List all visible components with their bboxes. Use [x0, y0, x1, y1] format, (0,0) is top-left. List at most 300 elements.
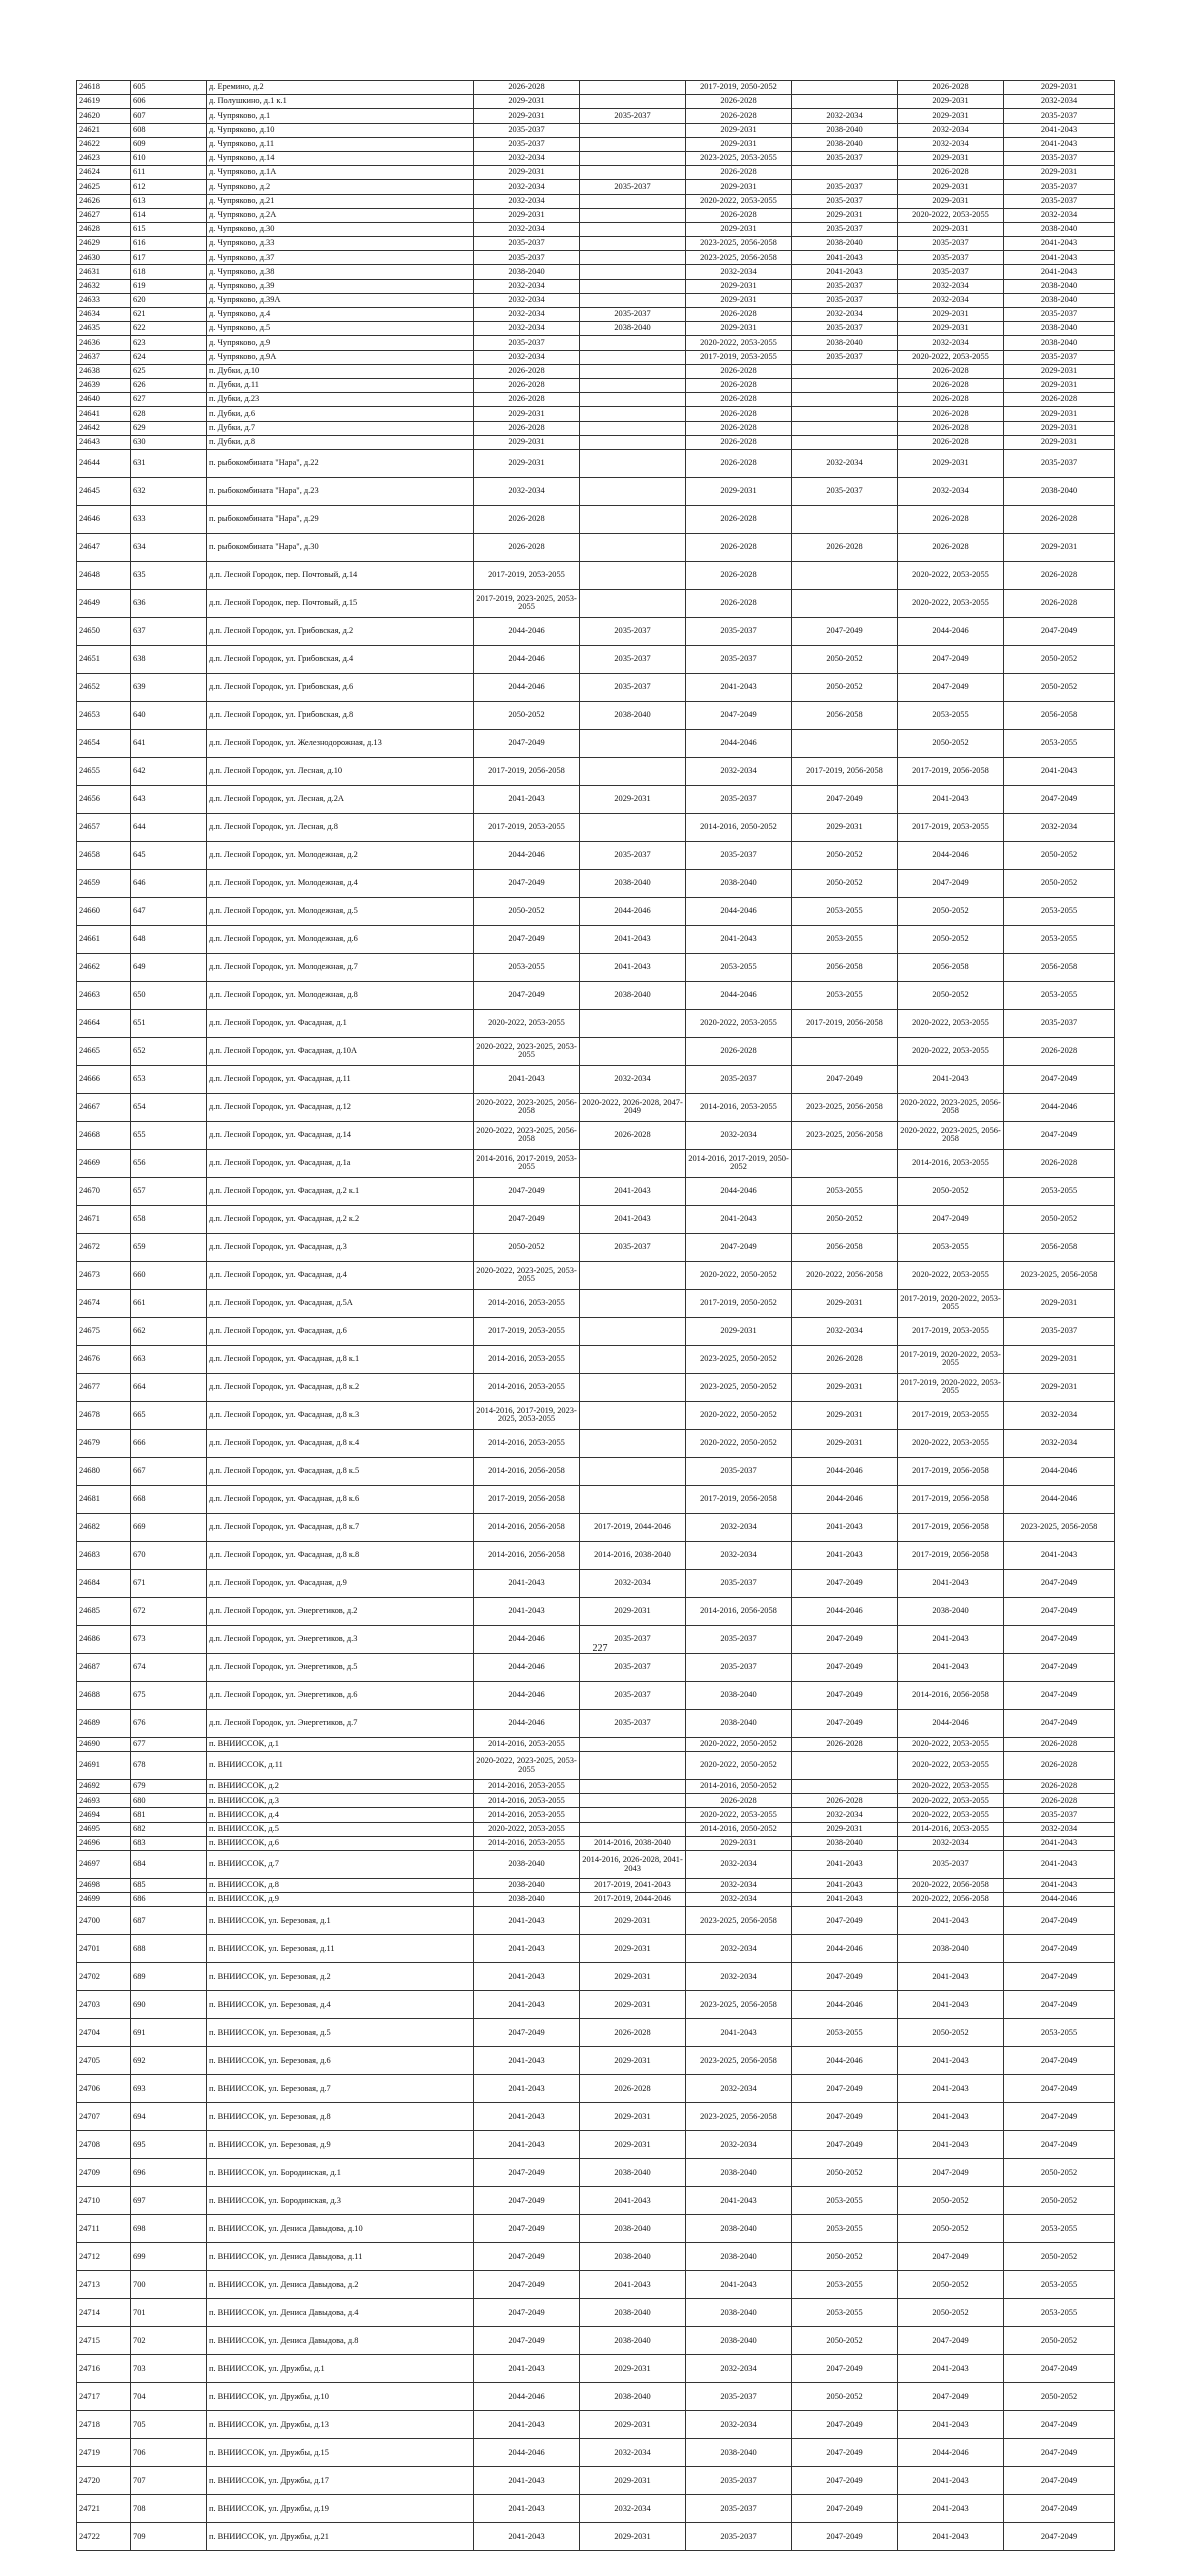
period-5-cell: 2050-2052 [898, 897, 1004, 925]
period-5-cell: 2044-2046 [898, 841, 1004, 869]
period-3-cell: 2026-2028 [686, 407, 792, 421]
period-4-cell: 2035-2037 [792, 151, 898, 165]
period-5-cell: 2053-2055 [898, 1233, 1004, 1261]
period-6-cell: 2035-2037 [1004, 350, 1115, 364]
period-2-cell: 2029-2031 [580, 1597, 686, 1625]
item-number-cell: 670 [131, 1541, 207, 1569]
period-2-cell [580, 449, 686, 477]
period-3-cell: 2032-2034 [686, 1541, 792, 1569]
period-2-cell: 2035-2037 [580, 1625, 686, 1653]
period-3-cell: 2029-2031 [686, 222, 792, 236]
period-2-cell [580, 1149, 686, 1177]
item-number-cell: 669 [131, 1513, 207, 1541]
table-row [77, 1513, 1115, 1541]
table-row [77, 1752, 1115, 1780]
period-3-cell: 2032-2034 [686, 1121, 792, 1149]
row-number-cell: 24677 [77, 1373, 131, 1401]
address-cell: д. Чупряково, д.21 [207, 194, 474, 208]
period-5-cell: 2041-2043 [898, 1907, 1004, 1935]
period-5-cell: 2041-2043 [898, 2411, 1004, 2439]
address-cell: д.п. Лесной Городок, ул. Фасадная, д.11 [207, 1065, 474, 1093]
period-6-cell: 2053-2055 [1004, 2215, 1115, 2243]
table-row [77, 95, 1115, 109]
table-row [77, 364, 1115, 378]
period-3-cell: 2032-2034 [686, 2355, 792, 2383]
period-4-cell: 2047-2049 [792, 2439, 898, 2467]
period-1-cell: 2014-2016, 2053-2055 [474, 1345, 580, 1373]
row-number-cell: 24722 [77, 2523, 131, 2551]
period-1-cell: 2038-2040 [474, 1893, 580, 1907]
period-6-cell: 2050-2052 [1004, 2243, 1115, 2271]
period-2-cell: 2029-2031 [580, 1963, 686, 1991]
period-4-cell: 2038-2040 [792, 336, 898, 350]
item-number-cell: 606 [131, 95, 207, 109]
period-1-cell: 2029-2031 [474, 95, 580, 109]
table-row [77, 378, 1115, 392]
period-4-cell: 2047-2049 [792, 2411, 898, 2439]
period-1-cell: 2029-2031 [474, 208, 580, 222]
item-number-cell: 658 [131, 1205, 207, 1233]
item-number-cell: 629 [131, 421, 207, 435]
period-5-cell: 2026-2028 [898, 407, 1004, 421]
table-row [77, 673, 1115, 701]
table-row [77, 869, 1115, 897]
row-number-cell: 24632 [77, 279, 131, 293]
period-4-cell: 2017-2019, 2056-2058 [792, 1009, 898, 1037]
period-6-cell: 2041-2043 [1004, 1836, 1115, 1850]
row-number-cell: 24628 [77, 222, 131, 236]
period-5-cell: 2041-2043 [898, 1653, 1004, 1681]
period-3-cell: 2041-2043 [686, 2019, 792, 2047]
period-5-cell: 2050-2052 [898, 729, 1004, 757]
period-4-cell: 2047-2049 [792, 2467, 898, 2495]
table-row [77, 109, 1115, 123]
period-2-cell [580, 364, 686, 378]
row-number-cell: 24649 [77, 589, 131, 617]
table-row [77, 1457, 1115, 1485]
row-number-cell: 24713 [77, 2271, 131, 2299]
period-3-cell: 2023-2025, 2056-2058 [686, 237, 792, 251]
period-3-cell: 2038-2040 [686, 869, 792, 897]
period-2-cell: 2038-2040 [580, 2243, 686, 2271]
period-6-cell: 2041-2043 [1004, 123, 1115, 137]
item-number-cell: 685 [131, 1879, 207, 1893]
row-number-cell: 24714 [77, 2299, 131, 2327]
period-6-cell: 2041-2043 [1004, 1851, 1115, 1879]
period-1-cell: 2041-2043 [474, 785, 580, 813]
period-4-cell: 2032-2034 [792, 449, 898, 477]
period-6-cell: 2038-2040 [1004, 477, 1115, 505]
address-cell: д.п. Лесной Городок, ул. Молодежная, д.8 [207, 981, 474, 1009]
address-cell: д.п. Лесной Городок, ул. Энергетиков, д.5 [207, 1653, 474, 1681]
period-1-cell: 2029-2031 [474, 407, 580, 421]
period-6-cell: 2041-2043 [1004, 1541, 1115, 1569]
address-cell: д.п. Лесной Городок, ул. Энергетиков, д.2 [207, 1597, 474, 1625]
period-4-cell: 2017-2019, 2056-2058 [792, 757, 898, 785]
period-2-cell: 2041-2043 [580, 925, 686, 953]
period-6-cell: 2041-2043 [1004, 265, 1115, 279]
period-6-cell: 2047-2049 [1004, 2523, 1115, 2551]
period-4-cell [792, 435, 898, 449]
period-5-cell: 2014-2016, 2053-2055 [898, 1822, 1004, 1836]
item-number-cell: 655 [131, 1121, 207, 1149]
period-6-cell: 2047-2049 [1004, 1991, 1115, 2019]
item-number-cell: 609 [131, 137, 207, 151]
table-body [77, 81, 1115, 2551]
period-5-cell: 2047-2049 [898, 1205, 1004, 1233]
period-4-cell: 2041-2043 [792, 265, 898, 279]
row-number-cell: 24671 [77, 1205, 131, 1233]
table-row [77, 279, 1115, 293]
period-4-cell: 2035-2037 [792, 279, 898, 293]
period-1-cell: 2044-2046 [474, 2383, 580, 2411]
period-6-cell: 2047-2049 [1004, 2355, 1115, 2383]
period-3-cell: 2026-2028 [686, 364, 792, 378]
period-2-cell [580, 1737, 686, 1751]
period-6-cell: 2038-2040 [1004, 322, 1115, 336]
period-1-cell: 2017-2019, 2053-2055 [474, 813, 580, 841]
table-row [77, 617, 1115, 645]
period-3-cell: 2029-2031 [686, 279, 792, 293]
row-number-cell: 24685 [77, 1597, 131, 1625]
period-5-cell: 2020-2022, 2053-2055 [898, 1037, 1004, 1065]
period-5-cell: 2020-2022, 2053-2055 [898, 1429, 1004, 1457]
period-1-cell: 2050-2052 [474, 701, 580, 729]
item-number-cell: 686 [131, 1893, 207, 1907]
period-3-cell: 2014-2016, 2056-2058 [686, 1597, 792, 1625]
period-3-cell: 2023-2025, 2050-2052 [686, 1345, 792, 1373]
period-1-cell: 2047-2049 [474, 925, 580, 953]
period-5-cell: 2020-2022, 2053-2055 [898, 1009, 1004, 1037]
period-1-cell: 2014-2016, 2017-2019, 2023-2025, 2053-2055 [474, 1401, 580, 1429]
period-4-cell: 2047-2049 [792, 2355, 898, 2383]
row-number-cell: 24634 [77, 308, 131, 322]
item-number-cell: 665 [131, 1401, 207, 1429]
period-2-cell [580, 407, 686, 421]
period-6-cell: 2047-2049 [1004, 1625, 1115, 1653]
row-number-cell: 24655 [77, 757, 131, 785]
period-6-cell: 2053-2055 [1004, 2019, 1115, 2047]
period-2-cell: 2014-2016, 2026-2028, 2041-2043 [580, 1851, 686, 1879]
period-5-cell: 2020-2022, 2056-2058 [898, 1879, 1004, 1893]
period-4-cell: 2041-2043 [792, 1893, 898, 1907]
period-2-cell [580, 1794, 686, 1808]
address-cell: д.п. Лесной Городок, ул. Фасадная, д.2 к.2 [207, 1205, 474, 1233]
period-3-cell: 2014-2016, 2017-2019, 2050-2052 [686, 1149, 792, 1177]
address-cell: д. Чупряково, д.37 [207, 251, 474, 265]
address-cell: п. ВНИИССОК, д.11 [207, 1752, 474, 1780]
period-1-cell: 2041-2043 [474, 2103, 580, 2131]
period-5-cell: 2041-2043 [898, 2467, 1004, 2495]
period-5-cell: 2026-2028 [898, 435, 1004, 449]
period-6-cell: 2032-2034 [1004, 813, 1115, 841]
period-6-cell: 2035-2037 [1004, 180, 1115, 194]
row-number-cell: 24707 [77, 2103, 131, 2131]
row-number-cell: 24660 [77, 897, 131, 925]
period-1-cell: 2044-2046 [474, 673, 580, 701]
period-4-cell: 2032-2034 [792, 1808, 898, 1822]
period-3-cell: 2026-2028 [686, 95, 792, 109]
period-3-cell: 2014-2016, 2050-2052 [686, 813, 792, 841]
period-3-cell: 2020-2022, 2050-2052 [686, 1429, 792, 1457]
period-6-cell: 2047-2049 [1004, 2411, 1115, 2439]
address-cell: п. ВНИИССОК, д.9 [207, 1893, 474, 1907]
table-row [77, 1780, 1115, 1794]
address-cell: д.п. Лесной Городок, ул. Фасадная, д.8 к.4 [207, 1429, 474, 1457]
period-6-cell: 2035-2037 [1004, 1317, 1115, 1345]
item-number-cell: 694 [131, 2103, 207, 2131]
item-number-cell: 633 [131, 505, 207, 533]
period-6-cell: 2035-2037 [1004, 109, 1115, 123]
table-row [77, 2299, 1115, 2327]
address-cell: д. Чупряково, д.2 [207, 180, 474, 194]
period-1-cell: 2041-2043 [474, 2411, 580, 2439]
period-5-cell: 2041-2043 [898, 1991, 1004, 2019]
item-number-cell: 632 [131, 477, 207, 505]
table-row [77, 1879, 1115, 1893]
period-4-cell: 2047-2049 [792, 1625, 898, 1653]
period-5-cell: 2041-2043 [898, 2075, 1004, 2103]
period-2-cell [580, 251, 686, 265]
period-2-cell: 2032-2034 [580, 2495, 686, 2523]
period-6-cell: 2047-2049 [1004, 785, 1115, 813]
period-4-cell [792, 378, 898, 392]
address-cell: п. ВНИИССОК, д.3 [207, 1794, 474, 1808]
period-3-cell: 2029-2031 [686, 123, 792, 137]
period-5-cell: 2044-2046 [898, 1709, 1004, 1737]
period-4-cell: 2050-2052 [792, 645, 898, 673]
period-5-cell: 2047-2049 [898, 869, 1004, 897]
item-number-cell: 627 [131, 393, 207, 407]
row-number-cell: 24624 [77, 166, 131, 180]
period-2-cell: 2029-2031 [580, 2411, 686, 2439]
item-number-cell: 698 [131, 2215, 207, 2243]
period-6-cell: 2050-2052 [1004, 2327, 1115, 2355]
period-2-cell [580, 336, 686, 350]
period-4-cell: 2038-2040 [792, 237, 898, 251]
address-cell: п. ВНИИССОК, ул. Дружбы, д.19 [207, 2495, 474, 2523]
period-5-cell: 2017-2019, 2020-2022, 2053-2055 [898, 1345, 1004, 1373]
row-number-cell: 24712 [77, 2243, 131, 2271]
period-4-cell: 2047-2049 [792, 1569, 898, 1597]
table-row [77, 981, 1115, 1009]
period-3-cell: 2035-2037 [686, 617, 792, 645]
item-number-cell: 654 [131, 1093, 207, 1121]
period-5-cell: 2020-2022, 2053-2055 [898, 1752, 1004, 1780]
address-cell: п. Дубки, д.8 [207, 435, 474, 449]
period-3-cell: 2032-2034 [686, 757, 792, 785]
period-3-cell: 2038-2040 [686, 2439, 792, 2467]
period-6-cell: 2053-2055 [1004, 925, 1115, 953]
address-cell: д. Чупряково, д.39 [207, 279, 474, 293]
period-1-cell: 2014-2016, 2056-2058 [474, 1541, 580, 1569]
row-number-cell: 24625 [77, 180, 131, 194]
table-row [77, 265, 1115, 279]
table-row [77, 1485, 1115, 1513]
period-5-cell: 2014-2016, 2053-2055 [898, 1149, 1004, 1177]
period-3-cell: 2029-2031 [686, 322, 792, 336]
period-6-cell: 2044-2046 [1004, 1485, 1115, 1513]
period-5-cell: 2035-2037 [898, 265, 1004, 279]
period-5-cell: 2047-2049 [898, 2327, 1004, 2355]
table-row [77, 180, 1115, 194]
table-row [77, 757, 1115, 785]
period-1-cell: 2047-2049 [474, 2299, 580, 2327]
period-3-cell: 2032-2034 [686, 1935, 792, 1963]
item-number-cell: 642 [131, 757, 207, 785]
period-5-cell: 2041-2043 [898, 2495, 1004, 2523]
row-number-cell: 24646 [77, 505, 131, 533]
period-5-cell: 2017-2019, 2020-2022, 2053-2055 [898, 1373, 1004, 1401]
period-3-cell: 2029-2031 [686, 477, 792, 505]
period-4-cell: 2035-2037 [792, 322, 898, 336]
item-number-cell: 614 [131, 208, 207, 222]
period-2-cell [580, 1752, 686, 1780]
table-row [77, 1851, 1115, 1879]
address-cell: п. ВНИИССОК, ул. Березовая, д.1 [207, 1907, 474, 1935]
period-5-cell: 2041-2043 [898, 2523, 1004, 2551]
address-cell: д.п. Лесной Городок, ул. Фасадная, д.8 к.8 [207, 1541, 474, 1569]
period-1-cell: 2026-2028 [474, 378, 580, 392]
item-number-cell: 708 [131, 2495, 207, 2523]
period-6-cell: 2026-2028 [1004, 1794, 1115, 1808]
row-number-cell: 24619 [77, 95, 131, 109]
period-6-cell: 2032-2034 [1004, 208, 1115, 222]
period-6-cell: 2053-2055 [1004, 1177, 1115, 1205]
table-row [77, 1121, 1115, 1149]
period-1-cell: 2041-2043 [474, 2467, 580, 2495]
row-number-cell: 24663 [77, 981, 131, 1009]
table-row [77, 1177, 1115, 1205]
period-1-cell: 2041-2043 [474, 2355, 580, 2383]
item-number-cell: 617 [131, 251, 207, 265]
period-3-cell: 2029-2031 [686, 1317, 792, 1345]
period-5-cell: 2017-2019, 2056-2058 [898, 1485, 1004, 1513]
period-3-cell: 2038-2040 [686, 2215, 792, 2243]
period-5-cell: 2017-2019, 2053-2055 [898, 1317, 1004, 1345]
row-number-cell: 24691 [77, 1752, 131, 1780]
period-1-cell: 2032-2034 [474, 222, 580, 236]
row-number-cell: 24635 [77, 322, 131, 336]
period-4-cell: 2047-2049 [792, 1907, 898, 1935]
period-2-cell [580, 123, 686, 137]
address-cell: д.п. Лесной Городок, ул. Грибовская, д.8 [207, 701, 474, 729]
table-row [77, 1822, 1115, 1836]
period-1-cell: 2026-2028 [474, 421, 580, 435]
row-number-cell: 24674 [77, 1289, 131, 1317]
table-row [77, 2187, 1115, 2215]
period-1-cell: 2047-2049 [474, 2327, 580, 2355]
period-5-cell: 2032-2034 [898, 279, 1004, 293]
period-6-cell: 2047-2049 [1004, 1065, 1115, 1093]
item-number-cell: 691 [131, 2019, 207, 2047]
period-1-cell: 2026-2028 [474, 393, 580, 407]
period-4-cell: 2047-2049 [792, 2103, 898, 2131]
item-number-cell: 673 [131, 1625, 207, 1653]
period-4-cell: 2050-2052 [792, 2327, 898, 2355]
table-row [77, 1289, 1115, 1317]
table-row [77, 137, 1115, 151]
address-cell: д.п. Лесной Городок, ул. Фасадная, д.6 [207, 1317, 474, 1345]
period-3-cell: 2023-2025, 2053-2055 [686, 151, 792, 165]
period-2-cell [580, 1822, 686, 1836]
period-4-cell: 2029-2031 [792, 1289, 898, 1317]
period-6-cell: 2038-2040 [1004, 336, 1115, 350]
period-6-cell: 2047-2049 [1004, 2131, 1115, 2159]
period-2-cell: 2029-2031 [580, 1907, 686, 1935]
period-3-cell: 2044-2046 [686, 729, 792, 757]
table-row [77, 1709, 1115, 1737]
period-5-cell: 2041-2043 [898, 2131, 1004, 2159]
period-1-cell: 2047-2049 [474, 2243, 580, 2271]
item-number-cell: 623 [131, 336, 207, 350]
period-1-cell: 2017-2019, 2053-2055 [474, 1317, 580, 1345]
period-4-cell [792, 589, 898, 617]
address-cell: д. Еремино, д.2 [207, 81, 474, 95]
item-number-cell: 689 [131, 1963, 207, 1991]
period-5-cell: 2041-2043 [898, 1963, 1004, 1991]
period-4-cell: 2041-2043 [792, 1851, 898, 1879]
period-4-cell: 2026-2028 [792, 1794, 898, 1808]
period-4-cell [792, 166, 898, 180]
item-number-cell: 671 [131, 1569, 207, 1597]
period-6-cell: 2038-2040 [1004, 222, 1115, 236]
period-2-cell [580, 1401, 686, 1429]
period-2-cell: 2038-2040 [580, 2159, 686, 2187]
period-4-cell: 2053-2055 [792, 2187, 898, 2215]
period-6-cell: 2029-2031 [1004, 421, 1115, 435]
period-4-cell [792, 364, 898, 378]
period-5-cell: 2020-2022, 2053-2055 [898, 1737, 1004, 1751]
period-6-cell: 2050-2052 [1004, 1205, 1115, 1233]
period-4-cell: 2029-2031 [792, 1401, 898, 1429]
row-number-cell: 24620 [77, 109, 131, 123]
period-1-cell: 2038-2040 [474, 265, 580, 279]
period-3-cell: 2026-2028 [686, 166, 792, 180]
period-4-cell: 2047-2049 [792, 1709, 898, 1737]
item-number-cell: 619 [131, 279, 207, 293]
period-5-cell: 2026-2028 [898, 505, 1004, 533]
table-row [77, 1935, 1115, 1963]
period-4-cell: 2044-2046 [792, 1991, 898, 2019]
period-2-cell: 2038-2040 [580, 322, 686, 336]
period-5-cell: 2044-2046 [898, 617, 1004, 645]
period-5-cell: 2050-2052 [898, 2187, 1004, 2215]
period-1-cell: 2029-2031 [474, 109, 580, 123]
period-5-cell: 2050-2052 [898, 2019, 1004, 2047]
period-4-cell: 2026-2028 [792, 1737, 898, 1751]
row-number-cell: 24688 [77, 1681, 131, 1709]
period-3-cell: 2035-2037 [686, 841, 792, 869]
period-1-cell: 2044-2046 [474, 1653, 580, 1681]
period-3-cell: 2017-2019, 2050-2052 [686, 81, 792, 95]
period-1-cell: 2041-2043 [474, 1991, 580, 2019]
item-number-cell: 620 [131, 293, 207, 307]
period-6-cell: 2050-2052 [1004, 869, 1115, 897]
period-4-cell: 2026-2028 [792, 533, 898, 561]
period-2-cell [580, 166, 686, 180]
period-2-cell: 2014-2016, 2038-2040 [580, 1836, 686, 1850]
table-row [77, 1991, 1115, 2019]
table-row [77, 2327, 1115, 2355]
address-cell: п. ВНИИССОК, ул. Березовая, д.2 [207, 1963, 474, 1991]
period-4-cell: 2050-2052 [792, 1205, 898, 1233]
period-5-cell: 2020-2022, 2053-2055 [898, 1261, 1004, 1289]
period-4-cell: 2041-2043 [792, 251, 898, 265]
period-4-cell: 2029-2031 [792, 208, 898, 222]
period-2-cell [580, 435, 686, 449]
period-6-cell: 2050-2052 [1004, 2383, 1115, 2411]
